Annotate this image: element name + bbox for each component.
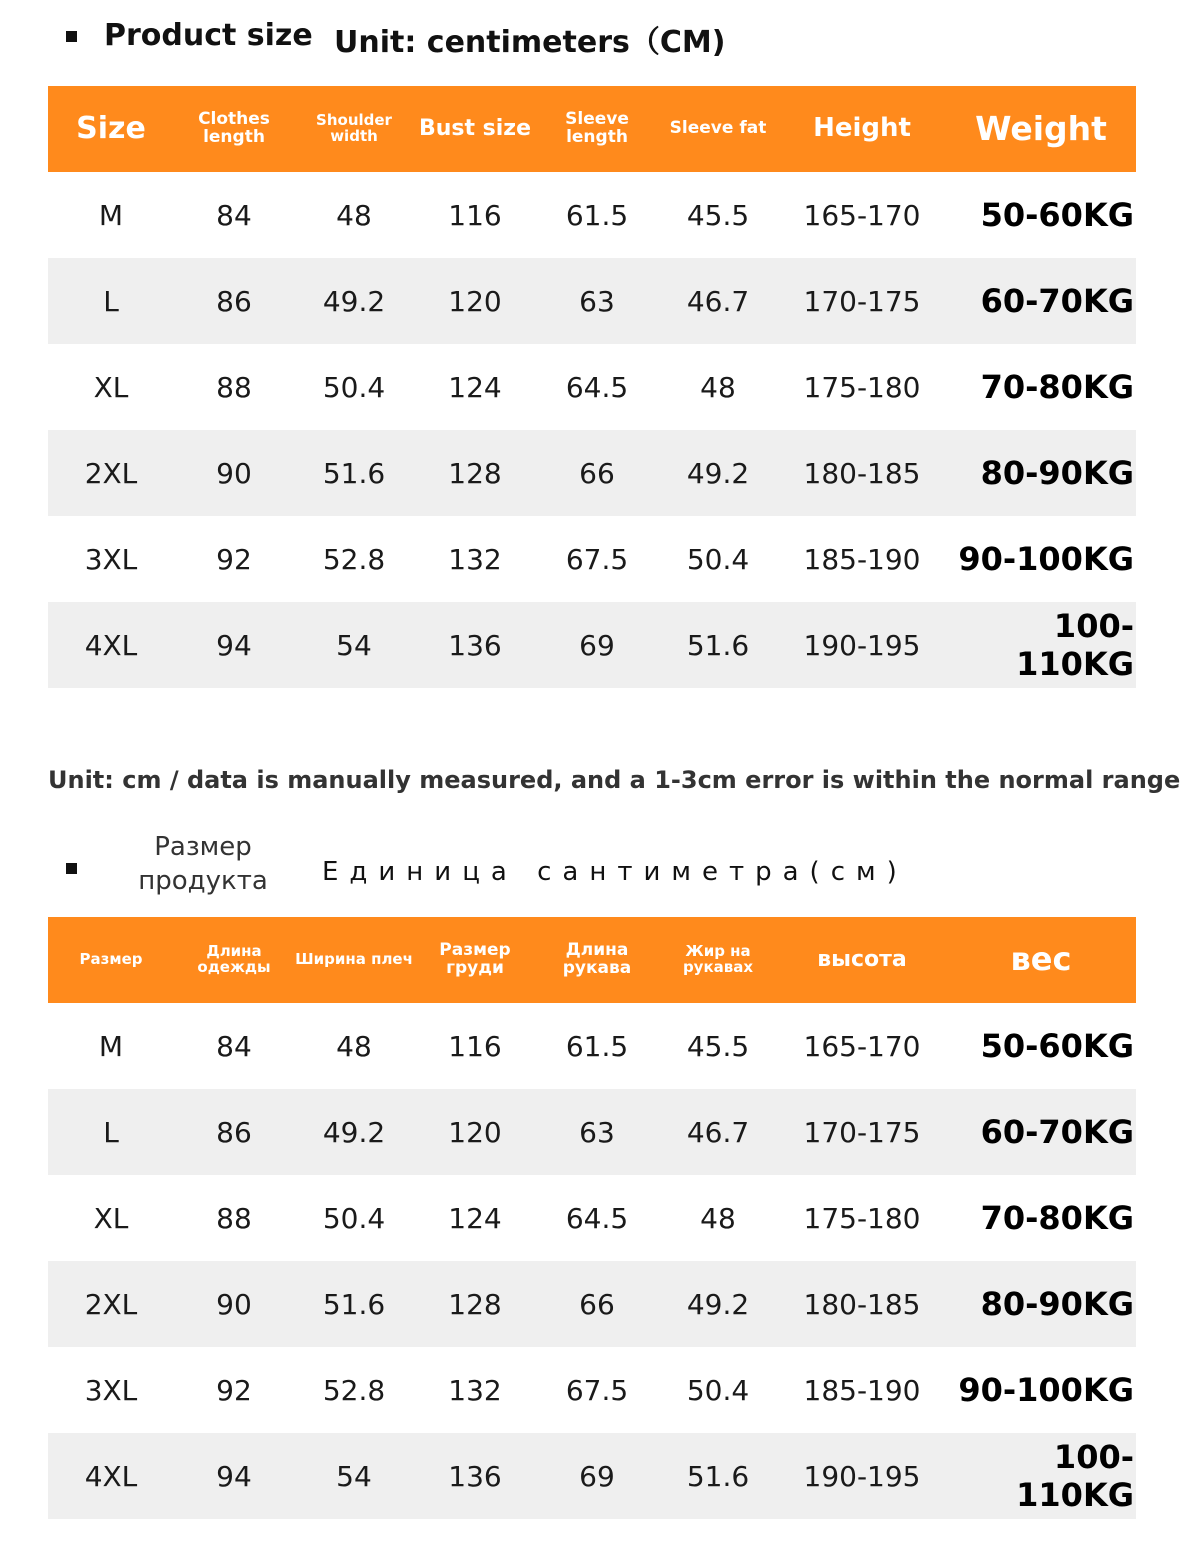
cell-sleeve-length: 67.5	[565, 1373, 629, 1407]
cell-shoulder-width: 51.6	[322, 1287, 386, 1321]
cell-bust-size: 128	[448, 456, 502, 490]
cell-height: 180-185	[803, 1287, 921, 1321]
size-table-english	[48, 86, 1136, 688]
cell-size: 2XL	[84, 456, 138, 490]
cell-clothes-length: 84	[216, 1029, 252, 1063]
cell-size: 2XL	[84, 1287, 138, 1321]
cell-height: 175-180	[803, 370, 921, 404]
cell-sleeve-length: 64.5	[565, 1201, 629, 1235]
cell-size: L	[103, 1115, 119, 1149]
cell-height: 180-185	[803, 456, 921, 490]
table-row	[48, 1089, 1136, 1175]
cell-sleeve-fat: 50.4	[686, 1373, 750, 1407]
cell-clothes-length: 86	[216, 1115, 252, 1149]
cell-clothes-length: 92	[216, 1373, 252, 1407]
header-bust-size: Bust size	[418, 116, 532, 142]
table-row	[48, 1261, 1136, 1347]
cell-clothes-length: 88	[216, 1201, 252, 1235]
cell-height: 185-190	[803, 542, 921, 576]
cell-sleeve-length: 64.5	[565, 370, 629, 404]
header-clothes-length: Clothes length	[198, 109, 270, 147]
cell-height: 175-180	[803, 1201, 921, 1235]
cell-height: 165-170	[803, 198, 921, 232]
unit-label: Единица сантиметра(см)	[322, 857, 908, 887]
cell-bust-size: 136	[448, 1459, 502, 1493]
cell-weight: 50-60KG	[980, 196, 1134, 234]
cell-sleeve-length: 69	[579, 1459, 615, 1493]
table-row	[48, 344, 1136, 430]
cell-weight: 70-80KG	[980, 368, 1134, 406]
header-sleeve-length: Длина рукава	[562, 940, 632, 978]
cell-weight: 100-110KG	[1016, 607, 1134, 683]
header-clothes-length: Длина одежды	[197, 942, 271, 976]
cell-shoulder-width: 49.2	[322, 1115, 386, 1149]
cell-sleeve-fat: 45.5	[686, 1029, 750, 1063]
cell-height: 170-175	[803, 284, 921, 318]
bullet-square-icon	[66, 31, 77, 42]
cell-size: 3XL	[84, 1373, 138, 1407]
cell-shoulder-width: 52.8	[322, 1373, 386, 1407]
cell-shoulder-width: 48	[336, 198, 372, 232]
cell-weight: 90-100KG	[958, 540, 1134, 578]
cell-weight: 90-100KG	[958, 1371, 1134, 1409]
cell-sleeve-length: 61.5	[565, 1029, 629, 1063]
cell-bust-size: 128	[448, 1287, 502, 1321]
cell-sleeve-fat: 45.5	[686, 198, 750, 232]
cell-size: 4XL	[84, 1459, 138, 1493]
cell-sleeve-length: 66	[579, 1287, 615, 1321]
cell-sleeve-fat: 50.4	[686, 542, 750, 576]
header-size: Size	[76, 111, 146, 147]
section-heading-english	[0, 14, 1190, 58]
size-table-russian	[48, 917, 1136, 1519]
cell-size: M	[98, 198, 124, 232]
table-header	[48, 917, 1136, 1003]
header-weight: Weight	[975, 108, 1107, 148]
cell-bust-size: 116	[448, 198, 502, 232]
table-row	[48, 1175, 1136, 1261]
header-weight: вес	[1010, 940, 1072, 979]
cell-height: 185-190	[803, 1373, 921, 1407]
section-title: Product size	[104, 18, 313, 53]
cell-sleeve-length: 69	[579, 628, 615, 662]
table-row	[48, 172, 1136, 258]
cell-shoulder-width: 54	[336, 628, 372, 662]
cell-sleeve-fat: 46.7	[686, 1115, 750, 1149]
cell-bust-size: 132	[448, 1373, 502, 1407]
table-row	[48, 602, 1136, 688]
cell-shoulder-width: 54	[336, 1459, 372, 1493]
cell-size: XL	[93, 1201, 129, 1235]
cell-shoulder-width: 50.4	[322, 370, 386, 404]
cell-sleeve-fat: 46.7	[686, 284, 750, 318]
cell-bust-size: 116	[448, 1029, 502, 1063]
table-row	[48, 258, 1136, 344]
cell-sleeve-length: 63	[579, 1115, 615, 1149]
cell-size: XL	[93, 370, 129, 404]
cell-size: L	[103, 284, 119, 318]
header-sleeve-fat: Жир на рукавах	[682, 942, 754, 976]
cell-size: 4XL	[84, 628, 138, 662]
header-shoulder-width: Shoulder width	[316, 111, 392, 145]
table-row	[48, 1433, 1136, 1519]
table-row	[48, 430, 1136, 516]
cell-clothes-length: 94	[216, 628, 252, 662]
cell-clothes-length: 90	[216, 456, 252, 490]
cell-weight: 80-90KG	[980, 1285, 1134, 1323]
cell-height: 190-195	[803, 628, 921, 662]
cell-height: 190-195	[803, 1459, 921, 1493]
cell-sleeve-fat: 49.2	[686, 456, 750, 490]
cell-bust-size: 136	[448, 628, 502, 662]
cell-height: 165-170	[803, 1029, 921, 1063]
table-header	[48, 86, 1136, 172]
cell-sleeve-length: 61.5	[565, 198, 629, 232]
cell-size: M	[98, 1029, 124, 1063]
cell-weight: 60-70KG	[980, 1113, 1134, 1151]
header-height: Height	[813, 113, 911, 144]
cell-clothes-length: 94	[216, 1459, 252, 1493]
cell-bust-size: 124	[448, 1201, 502, 1235]
cell-sleeve-length: 67.5	[565, 542, 629, 576]
measurement-note: Unit: cm / data is manually measured, and a 1-3cm error is within the normal range	[48, 766, 1181, 794]
table-body	[48, 1003, 1136, 1519]
cell-shoulder-width: 52.8	[322, 542, 386, 576]
header-size: Размер	[79, 950, 143, 969]
header-height: высота	[817, 947, 907, 973]
table-body	[48, 172, 1136, 688]
cell-sleeve-length: 66	[579, 456, 615, 490]
cell-bust-size: 120	[448, 1115, 502, 1149]
cell-shoulder-width: 49.2	[322, 284, 386, 318]
cell-sleeve-fat: 49.2	[686, 1287, 750, 1321]
header-bust-size: Размер груди	[439, 940, 511, 978]
header-sleeve-length: Sleeve length	[565, 109, 629, 147]
cell-clothes-length: 84	[216, 198, 252, 232]
header-shoulder-width: Ширина плеч	[295, 950, 413, 969]
cell-sleeve-fat: 51.6	[686, 628, 750, 662]
cell-size: 3XL	[84, 542, 138, 576]
table-row	[48, 1003, 1136, 1089]
table-row	[48, 516, 1136, 602]
cell-bust-size: 132	[448, 542, 502, 576]
cell-height: 170-175	[803, 1115, 921, 1149]
cell-weight: 60-70KG	[980, 282, 1134, 320]
cell-sleeve-fat: 48	[700, 1201, 736, 1235]
cell-weight: 70-80KG	[980, 1199, 1134, 1237]
cell-clothes-length: 86	[216, 284, 252, 318]
section-title: Размер продукта	[138, 832, 268, 896]
cell-shoulder-width: 50.4	[322, 1201, 386, 1235]
cell-sleeve-fat: 51.6	[686, 1459, 750, 1493]
cell-bust-size: 124	[448, 370, 502, 404]
cell-clothes-length: 90	[216, 1287, 252, 1321]
cell-weight: 50-60KG	[980, 1027, 1134, 1065]
cell-bust-size: 120	[448, 284, 502, 318]
cell-clothes-length: 92	[216, 542, 252, 576]
cell-shoulder-width: 51.6	[322, 456, 386, 490]
cell-shoulder-width: 48	[336, 1029, 372, 1063]
cell-weight: 80-90KG	[980, 454, 1134, 492]
bullet-square-icon	[66, 863, 77, 874]
cell-sleeve-length: 63	[579, 284, 615, 318]
section-heading-russian	[0, 830, 1190, 900]
table-row	[48, 1347, 1136, 1433]
header-sleeve-fat: Sleeve fat	[669, 118, 767, 139]
unit-label: Unit: centimeters（CM)	[334, 25, 726, 60]
cell-sleeve-fat: 48	[700, 370, 736, 404]
cell-weight: 100-110KG	[1016, 1438, 1134, 1514]
cell-clothes-length: 88	[216, 370, 252, 404]
